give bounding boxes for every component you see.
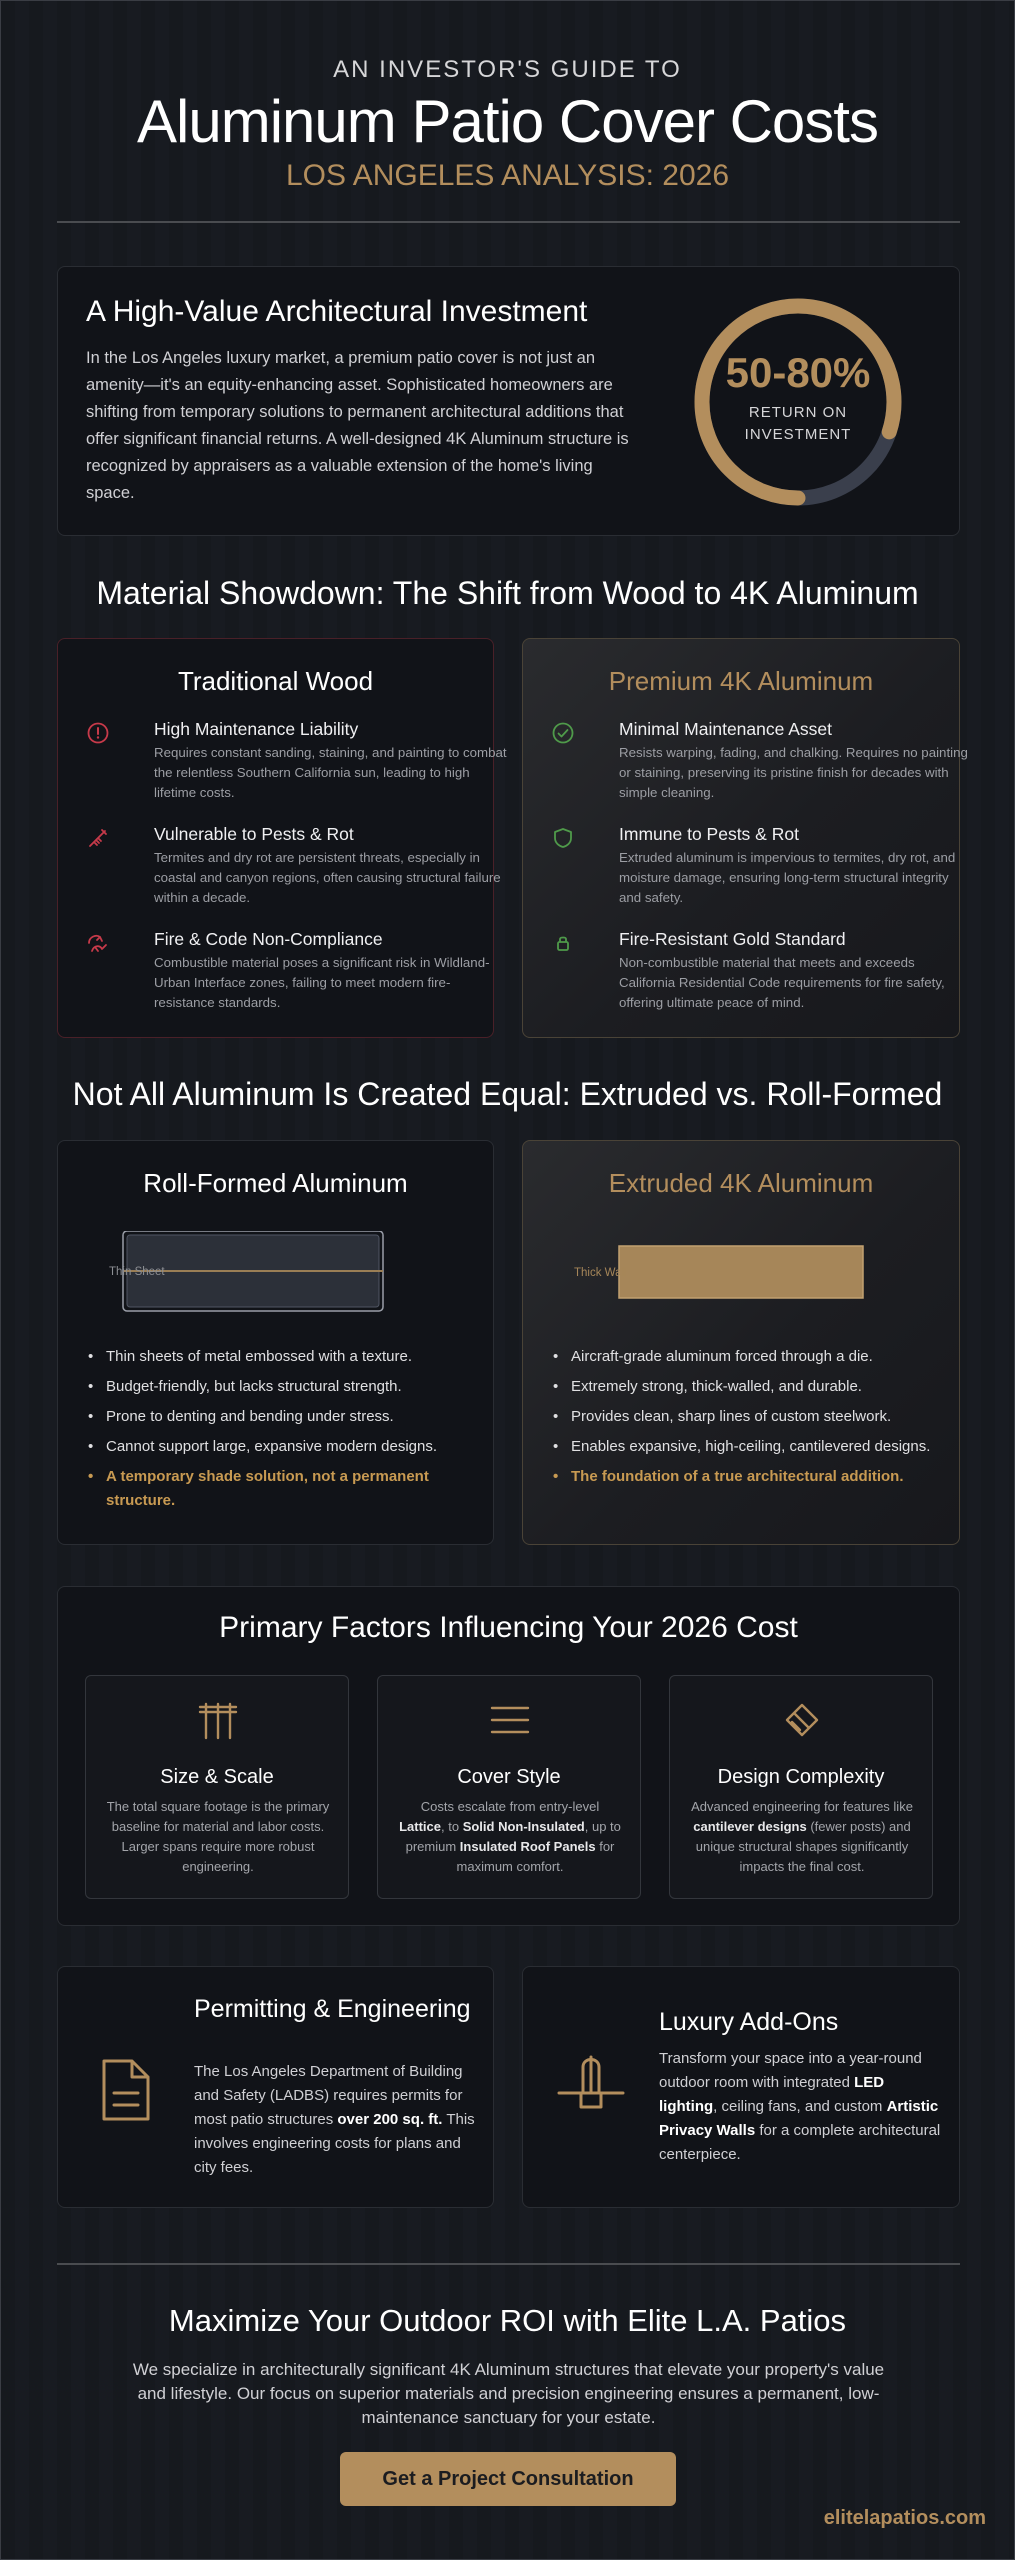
lines-icon [490, 1700, 530, 1740]
factor-size-scale [85, 1675, 349, 1899]
thick-wall-label: Thick Wall [574, 1267, 627, 1279]
header-divider [57, 221, 960, 223]
lamp-icon [557, 2055, 625, 2121]
factor-description: The total square footage is the primary baseline for material and labor costs. Larger spans require more robust engineering. [106, 1799, 330, 1874]
roi-value: 50-80% [725, 349, 871, 396]
factor-design-complexity [669, 1675, 933, 1899]
thick-wall-diagram [573, 1241, 913, 1311]
wood-card-title: Traditional Wood [177, 666, 374, 696]
wood-item-description: Combustible material poses a significant risk in Wildland-Urban Interface zones, failing to meet modern fire-resistance standards. [154, 955, 490, 1010]
aluminum-item-heading: Fire-Resistant Gold Standard [619, 929, 846, 949]
wood-item-heading: High Maintenance Liability [154, 719, 359, 739]
document-icon [98, 2055, 154, 2125]
addons-card [522, 1966, 960, 2208]
consultation-button[interactable]: Get a Project Consultation [340, 2452, 676, 2506]
wood-item-description: Termites and dry rot are persistent threats, especially in coastal and canyon regions, often causing structural failure within a decade. [154, 850, 501, 905]
cta-text: We specialize in architecturally significant 4K Aluminum structures that elevate your property's value and lifestyle. Our focus on superior materials and precision engineering ensures a permanent, low-maintenance sanctuary for your estate. [132, 2360, 885, 2427]
factors-title: Primary Factors Influencing Your 2026 Cost [219, 1611, 798, 1644]
extruded-card [522, 1140, 960, 1545]
roi-label-line-1: RETURN ON [748, 404, 848, 421]
hero-card [57, 266, 960, 536]
permitting-description: The Los Angeles Department of Building and Safety (LADBS) requires permits for most patio structures over 200 sq. ft. This involves engineering costs for plans and city fees. [194, 2063, 475, 2176]
shield-icon [551, 826, 575, 850]
factors-card [57, 1586, 960, 1926]
cta-title: Maximize Your Outdoor ROI with Elite L.A. Patios [168, 2303, 847, 2338]
roll-formed-card [57, 1140, 494, 1545]
roll-formed-highlight: • A temporary shade solution, not a permanent structure. [86, 1465, 486, 1513]
brand-link[interactable]: elitelapatios.com [823, 2507, 986, 2529]
roll-formed-title: Roll-Formed Aluminum [143, 1168, 408, 1198]
factor-cover-style [377, 1675, 641, 1899]
roi-label [688, 402, 908, 446]
wood-item-description: Requires constant sanding, staining, and painting to combat the relentless Southern California sun, leading to high lifetime costs. [154, 745, 507, 800]
aluminum-item-description: Resists warping, fading, and chalking. Requires no painting or staining, preserving its pristine finish for decades with simple cleaning. [619, 745, 968, 800]
aluminum-item-description: Extruded aluminum is impervious to termites, dry rot, and moisture damage, ensuring long-term structural integrity and safety. [619, 850, 956, 905]
extruded-highlight: • The foundation of a true architectural addition. [551, 1465, 951, 1489]
wood-item-heading: Vulnerable to Pests & Rot [154, 824, 354, 844]
roi-label-line-2: INVESTMENT [744, 426, 852, 443]
profiles-section-title: Not All Aluminum Is Created Equal: Extruded vs. Roll-Formed [72, 1076, 943, 1112]
factor-title: Design Complexity [717, 1766, 885, 1788]
list-item: • Enables expansive, high-ceiling, cantilevered designs. [551, 1435, 951, 1459]
alert-circle-icon [86, 721, 110, 745]
aluminum-item-description: Non-combustible material that meets and exceeds California Residential Code requirements for fire safety, offering ultimate peace of mind. [619, 955, 945, 1010]
aluminum-item-heading: Immune to Pests & Rot [619, 824, 799, 844]
extruded-title: Extruded 4K Aluminum [608, 1168, 874, 1198]
factor-title: Cover Style [457, 1766, 561, 1788]
factor-title: Size & Scale [160, 1766, 274, 1788]
materials-section-title: Material Showdown: The Shift from Wood to 4K Aluminum [96, 575, 919, 611]
check-circle-icon [551, 721, 575, 745]
list-item: • Extremely strong, thick-walled, and durable. [551, 1375, 951, 1399]
aluminum-card [522, 638, 968, 1038]
list-item: • Cannot support large, expansive modern designs. [86, 1435, 486, 1459]
thin-sheet-diagram [108, 1231, 448, 1321]
ruler-icon [782, 1700, 822, 1740]
aluminum-card-title: Premium 4K Aluminum [608, 666, 874, 696]
header-kicker: AN INVESTOR'S GUIDE TO [333, 56, 682, 83]
factor-description: Costs escalate from entry-level Lattice, to Solid Non-Insulated, up to premium Insulated Roof Panels for maximum comfort. [399, 1799, 621, 1874]
addons-title: Luxury Add-Ons [659, 2008, 839, 2036]
list-item: • Provides clean, sharp lines of custom steelwork. [551, 1405, 951, 1429]
lock-icon [551, 931, 575, 955]
list-item: • Budget-friendly, but lacks structural strength. [86, 1375, 486, 1399]
page-subtitle: LOS ANGELES ANALYSIS: 2026 [285, 159, 730, 192]
list-item: • Prone to denting and bending under stress. [86, 1405, 486, 1429]
permitting-card [57, 1966, 494, 2208]
factor-description: Advanced engineering for features like cantilever designs (fewer posts) and unique structural shapes significantly impacts the final cost. [691, 1799, 913, 1874]
roll-formed-list [86, 1345, 486, 1519]
extruded-list [551, 1345, 951, 1495]
cta-divider [57, 2263, 960, 2265]
bug-icon [86, 826, 110, 850]
addons-description: Transform your space into a year-round outdoor room with integrated LED lighting, ceiling fans, and custom Artistic Privacy Walls for a complete architectural centerpiece. [659, 2050, 941, 2163]
aluminum-item-heading: Minimal Maintenance Asset [619, 719, 833, 739]
hero-text: In the Los Angeles luxury market, a premium patio cover is not just an amenity—it's an equity-enhancing asset. Sophisticated homeowners are shifting from temporary solutions to permanent architectural additions that offer significant financial returns. A well-designed 4K Aluminum structure is recognized by appraisers as a valuable extension of the home's living space. [86, 349, 629, 502]
pergola-icon [198, 1700, 238, 1740]
wood-card [57, 638, 507, 1038]
page-title: Aluminum Patio Cover Costs [137, 88, 878, 155]
fire-icon [86, 931, 110, 955]
thin-sheet-label: Thin Sheet [109, 1266, 165, 1278]
wood-item-heading: Fire & Code Non-Compliance [154, 929, 383, 949]
hero-title: A High-Value Architectural Investment [86, 295, 588, 328]
permitting-title: Permitting & Engineering [194, 1995, 471, 2023]
list-item: • Thin sheets of metal embossed with a texture. [86, 1345, 486, 1369]
list-item: • Aircraft-grade aluminum forced through a die. [551, 1345, 951, 1369]
